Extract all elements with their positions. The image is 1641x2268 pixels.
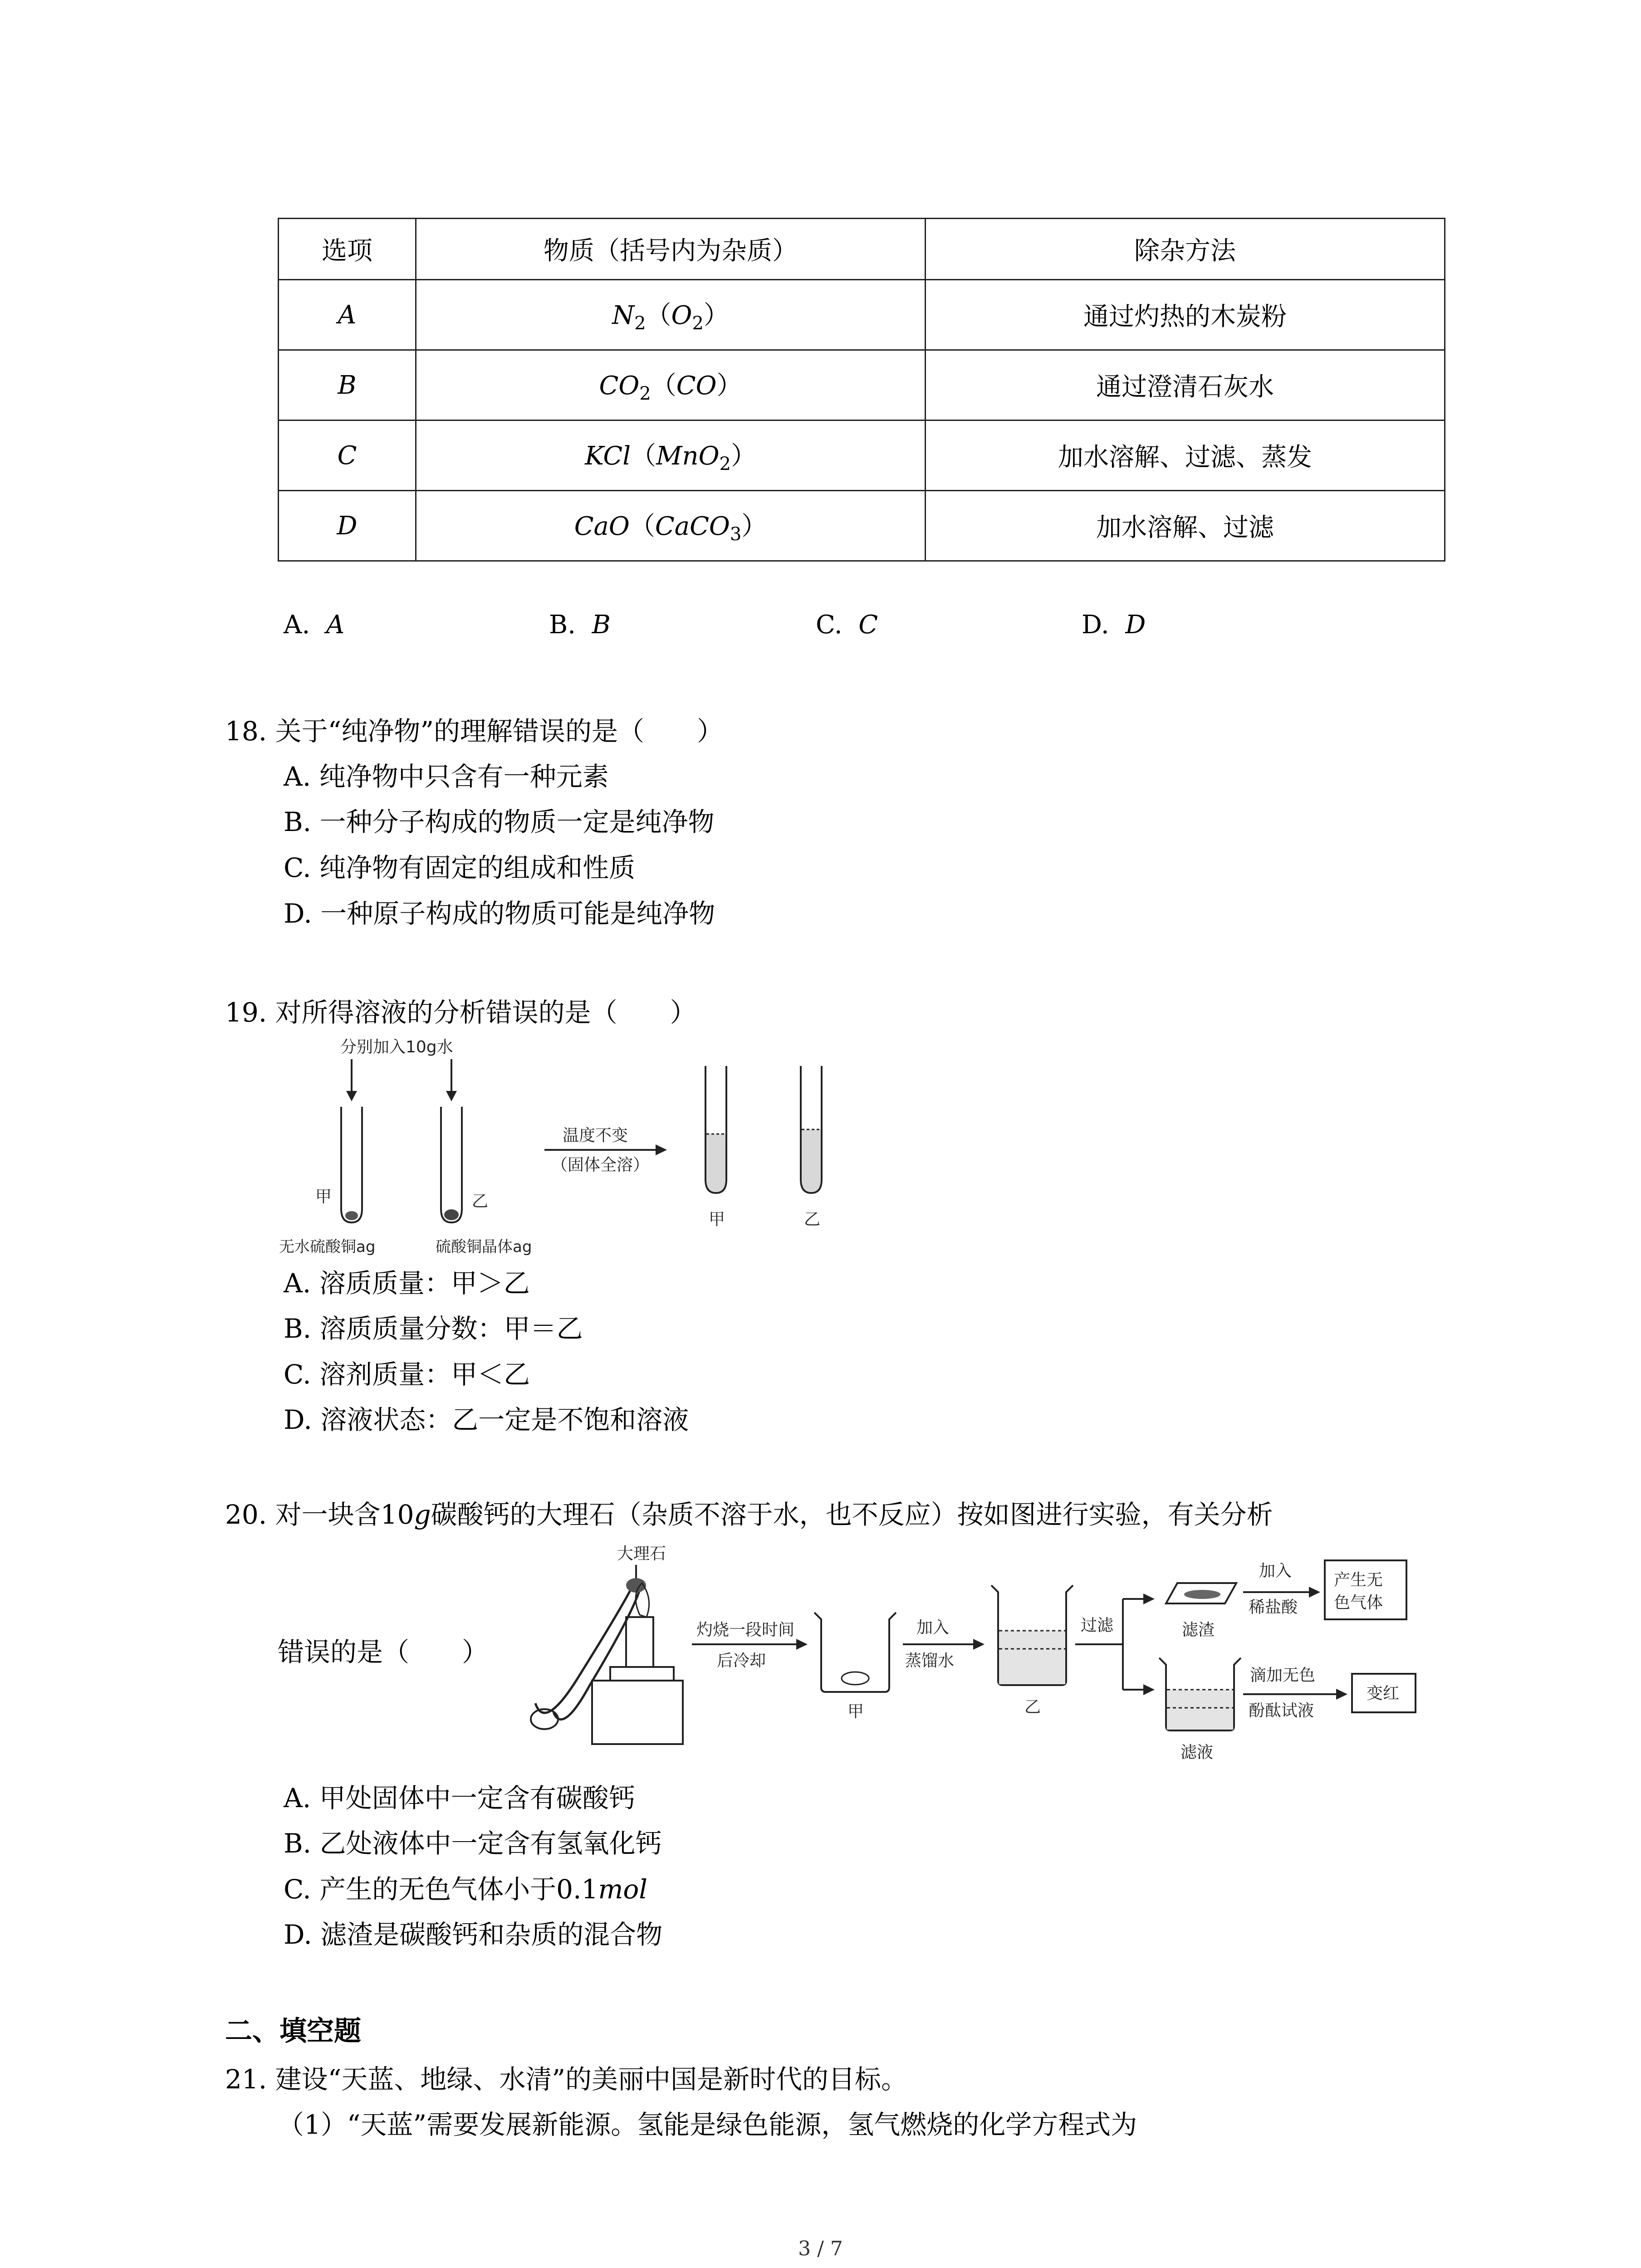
options-table bbox=[278, 218, 1445, 562]
answer-c[interactable]: C. C bbox=[816, 610, 878, 640]
header-method: 除杂方法 bbox=[926, 219, 1445, 280]
row-substance: CaO（CaCO$_3$） bbox=[416, 491, 926, 561]
page-number: 3 / 7 bbox=[798, 2237, 843, 2260]
answer-a[interactable]: A. A bbox=[284, 610, 345, 640]
q18-option-b[interactable]: B. 一种分子构成的物质一定是纯净物 bbox=[284, 807, 715, 837]
q20-stem-2: 错误的是（ ） bbox=[278, 1637, 489, 1667]
result1-line2: 色气体 bbox=[1334, 1593, 1383, 1612]
table-row bbox=[279, 280, 1445, 350]
row-method: 通过灼热的木炭粉 bbox=[926, 280, 1445, 350]
row-substance: KCl（MnO$_2$） bbox=[416, 420, 926, 491]
beaker-jia-label: 甲 bbox=[847, 1702, 864, 1721]
q19-yi-left: 乙 bbox=[472, 1192, 489, 1211]
header-option: 选项 bbox=[279, 219, 416, 280]
q20-option-b[interactable]: B. 乙处液体中一定含有氢氧化钙 bbox=[284, 1828, 662, 1859]
q20-stem: 20. 对一块含10g碳酸钙的大理石（杂质不溶于水，也不反应）按如图进行实验，有关分析 bbox=[225, 1499, 1273, 1530]
section-title: 二、填空题 bbox=[225, 2015, 361, 2047]
step2-top: 加入 bbox=[916, 1618, 950, 1637]
row-method: 加水溶解、过滤、蒸发 bbox=[926, 420, 1445, 491]
filtrate-label: 滤液 bbox=[1181, 1743, 1214, 1762]
result2-label: 变红 bbox=[1367, 1684, 1400, 1703]
q19-jia-right: 甲 bbox=[709, 1210, 725, 1229]
answer-d[interactable]: D. D bbox=[1082, 610, 1146, 640]
q20-option-a[interactable]: A. 甲处固体中一定含有碳酸钙 bbox=[284, 1783, 635, 1813]
phen-bottom: 酚酞试液 bbox=[1249, 1701, 1314, 1720]
row-substance: $CO_2(CO)$ bbox=[416, 350, 926, 420]
q21-part1: （1）“天蓝”需要发展新能源。氢能是绿色能源，氢气燃烧的化学方程式为 bbox=[278, 2109, 1137, 2140]
q19-figure bbox=[272, 1034, 862, 1261]
q21-stem: 21. 建设“天蓝、地绿、水清”的美丽中国是新时代的目标。 bbox=[225, 2064, 907, 2095]
q19-option-d[interactable]: D. 溶液状态：乙一定是不饱和溶液 bbox=[284, 1404, 689, 1435]
q18-option-d[interactable]: D. 一种原子构成的物质可能是纯净物 bbox=[284, 898, 715, 929]
beaker-jia-icon bbox=[814, 1613, 896, 1692]
right-tube-label: 硫酸铜晶体ag bbox=[436, 1238, 532, 1256]
q19-jia-left: 甲 bbox=[315, 1188, 332, 1206]
acid-bottom: 稀盐酸 bbox=[1249, 1598, 1298, 1617]
phen-top: 滴加无色 bbox=[1250, 1666, 1316, 1685]
burner-icon bbox=[592, 1681, 683, 1744]
step1-top: 灼烧一段时间 bbox=[696, 1621, 795, 1639]
row-method: 通过澄清石灰水 bbox=[926, 350, 1445, 420]
powder-icon bbox=[345, 1211, 358, 1220]
result1-line1: 产生无 bbox=[1334, 1571, 1383, 1589]
step2-bottom: 蒸馏水 bbox=[905, 1652, 955, 1670]
marble-label: 大理石 bbox=[617, 1545, 666, 1563]
table-row bbox=[279, 350, 1445, 420]
step1-bottom: 后冷却 bbox=[717, 1652, 766, 1670]
q20-option-d[interactable]: D. 滤渣是碳酸钙和杂质的混合物 bbox=[284, 1919, 663, 1950]
arrow-bottom-label: （固体全溶） bbox=[551, 1156, 650, 1174]
row-label: B bbox=[279, 350, 416, 420]
acid-top: 加入 bbox=[1259, 1562, 1292, 1580]
answer-b[interactable]: B. B bbox=[549, 610, 611, 640]
residue-label: 滤渣 bbox=[1182, 1621, 1215, 1639]
q20-option-c[interactable]: C. 产生的无色气体小于0.1mol bbox=[284, 1874, 647, 1905]
q19-yi-right: 乙 bbox=[804, 1210, 821, 1229]
table-header-row bbox=[279, 219, 1445, 280]
q19-stem: 19. 对所得溶液的分析错误的是（ ） bbox=[225, 997, 696, 1028]
beaker-yi-label: 乙 bbox=[1024, 1698, 1041, 1716]
row-method: 加水溶解、过滤 bbox=[926, 491, 1445, 561]
add-water-label: 分别加入10g水 bbox=[340, 1038, 453, 1056]
row-label: C bbox=[279, 420, 416, 491]
q19-option-b[interactable]: B. 溶质质量分数：甲＝乙 bbox=[284, 1313, 583, 1344]
left-tube-label: 无水硫酸铜ag bbox=[279, 1238, 376, 1256]
q19-option-a[interactable]: A. 溶质质量：甲＞乙 bbox=[284, 1268, 530, 1299]
row-substance: $N_2(O_2)$ bbox=[416, 280, 926, 350]
q18-stem: 18. 关于“纯净物”的理解错误的是（ ） bbox=[225, 716, 723, 747]
crystal-icon bbox=[444, 1209, 459, 1220]
q19-option-c[interactable]: C. 溶剂质量：甲＜乙 bbox=[284, 1359, 530, 1390]
header-substance: 物质（括号内为杂质） bbox=[416, 219, 926, 280]
q18-option-c[interactable]: C. 纯净物有固定的组成和性质 bbox=[284, 852, 636, 883]
table-row bbox=[279, 420, 1445, 491]
filter-label: 过滤 bbox=[1081, 1616, 1114, 1635]
row-label: D bbox=[279, 491, 416, 561]
q18-option-a[interactable]: A. 纯净物中只含有一种元素 bbox=[284, 761, 609, 792]
arrow-top-label: 温度不变 bbox=[563, 1126, 628, 1145]
q20-figure bbox=[517, 1540, 1425, 1771]
table-row bbox=[279, 491, 1445, 561]
row-label: A bbox=[279, 280, 416, 350]
